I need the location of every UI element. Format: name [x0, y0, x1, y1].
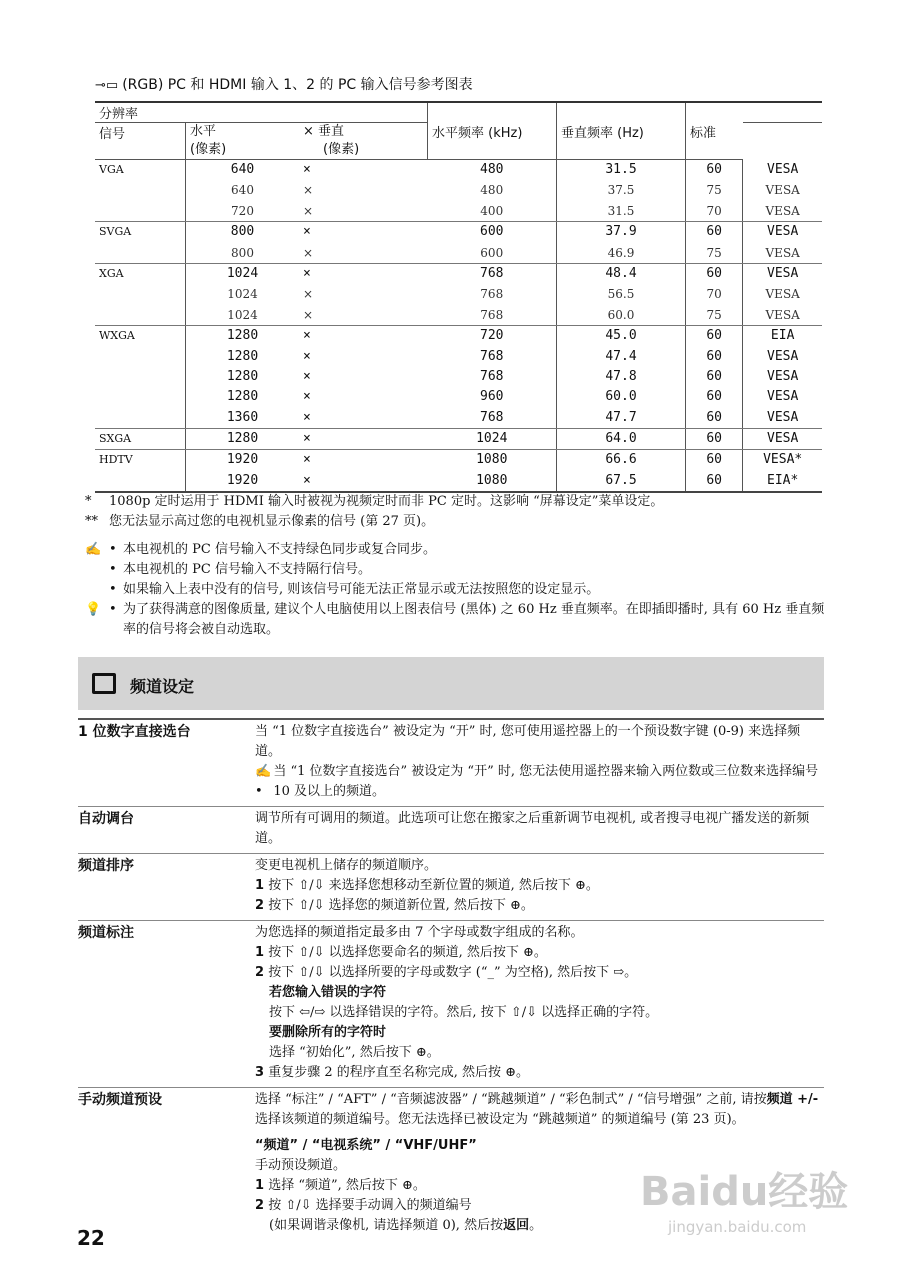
- cell-signal: [95, 180, 186, 200]
- step-text: 按下 ⇧/⇩ 以选择所要的字母或数字 (“_” 为空格), 然后按下 ⇨。: [268, 965, 638, 980]
- cell-v: 768: [428, 408, 557, 429]
- step-number: 1: [255, 1178, 265, 1193]
- subheading: 要删除所有的字符时: [269, 1025, 387, 1040]
- cell-hf: 46.9: [557, 243, 686, 264]
- v-unit: (像素): [323, 142, 360, 157]
- cell-signal: WXGA: [99, 329, 135, 343]
- pencil-note-icon: ✍•: [255, 764, 272, 799]
- table-row: [95, 305, 822, 326]
- header-vfreq-text: 垂直频率 (Hz): [561, 125, 644, 141]
- cell-vf: 60: [686, 471, 743, 492]
- cell-signal: [95, 284, 186, 304]
- cell-x: ×: [303, 183, 314, 198]
- cell-hf: 60.0: [557, 387, 686, 407]
- cell-vf: 60: [686, 367, 743, 387]
- note-text: 本电视机的 PC 信号输入不支持绿色同步或复合同步。: [123, 542, 436, 557]
- cell-x: ×: [303, 265, 311, 281]
- cell-signal: VGA: [99, 163, 124, 176]
- header-vfreq: [557, 102, 686, 160]
- cell-vf: 60: [686, 326, 743, 347]
- header-signal: 信号: [95, 123, 186, 160]
- cell-std: VESA: [743, 263, 822, 284]
- cell-v: 768: [428, 305, 557, 326]
- table-row: [95, 326, 822, 347]
- cell-v: 1024: [428, 429, 557, 450]
- cell-h: 1920: [186, 450, 300, 471]
- note-3: • 如果输入上表中没有的信号, 则该信号可能无法正常显示或无法按照您的设定显示。: [85, 580, 825, 600]
- cell-x: ×: [299, 201, 428, 222]
- header-vertical: [299, 123, 428, 160]
- channel-button-label: 频道 +/-: [766, 1092, 819, 1107]
- cell-x: ×: [303, 224, 311, 240]
- table-row: [95, 387, 822, 407]
- table-row: [95, 180, 822, 200]
- cell-hf: 47.4: [557, 347, 686, 367]
- cell-hf: 66.6: [557, 450, 686, 471]
- cell-signal: XGA: [99, 266, 124, 280]
- table-row: [95, 429, 822, 450]
- cell-x: ×: [299, 429, 428, 450]
- pc-signal-table: [95, 101, 822, 493]
- cell-x: ×: [299, 471, 428, 492]
- cell-std: VESA: [743, 284, 822, 304]
- table-row: [95, 450, 822, 471]
- setting-desc: [255, 719, 824, 807]
- cell-x: ×: [303, 162, 311, 177]
- cell-signal: [95, 408, 186, 429]
- setting-desc: 调节所有可调用的频道。此选项可让您在搬家之后重新调节电视机, 或者搜寻电视广播发送的新频道。: [255, 807, 824, 854]
- desc-text: 变更电视机上储存的频道顺序。: [255, 858, 438, 873]
- note-text: 本电视机的 PC 信号输入不支持隔行信号。: [123, 562, 371, 577]
- cell-std: VESA: [743, 180, 822, 200]
- cell-hf: 47.8: [557, 367, 686, 387]
- cell-vf: 60: [686, 429, 743, 450]
- cell-hf: 37.5: [557, 180, 686, 200]
- table-row: [95, 284, 822, 304]
- header-horizontal: [186, 123, 300, 160]
- step-text: 按 ⇧/⇩ 选择要手动调入的频道编号: [268, 1198, 472, 1213]
- setting-row: [78, 854, 824, 921]
- header-standard-text: 标准: [690, 125, 717, 141]
- table-row: [95, 471, 822, 492]
- desc-text: 选择 “标注” / “AFT” / “音频滤波器” / “跳越频道” / “彩色制式” / “信号增强” 之前, 请按: [255, 1092, 767, 1107]
- cell-vf: 60: [686, 160, 743, 181]
- cell-x: ×: [299, 408, 428, 429]
- desc-text: 当 “1 位数字直接选台” 被设定为 “开” 时, 您可使用遥控器上的一个预设数字键 (0-9) 来选择频道。: [255, 724, 801, 759]
- step-number: 3: [255, 1065, 265, 1080]
- notes: [85, 492, 825, 640]
- desc-text: 为您选择的频道指定最多由 7 个字母或数字组成的名称。: [255, 925, 584, 940]
- cell-std: VESA: [743, 222, 822, 243]
- cell-signal: [95, 201, 186, 222]
- cell-vf: 60: [686, 387, 743, 407]
- cell-signal: SXGA: [95, 429, 186, 450]
- setting-label: 手动频道预设: [78, 1092, 162, 1108]
- cell-h: 1024: [186, 284, 300, 304]
- cell-x: ×: [299, 243, 428, 264]
- step-number: 1: [255, 945, 265, 960]
- footnote-1: [85, 492, 825, 512]
- note-text: 当 “1 位数字直接选台” 被设定为 “开” 时, 您无法使用遥控器来输入两位数或三位数来选择编号 10 及以上的频道。: [273, 764, 819, 799]
- footnote-text: 您无法显示高过您的电视机显示像素的信号 (第 27 页)。: [109, 514, 435, 529]
- cell-vf: 70: [686, 201, 743, 222]
- watermark-logo: Baidu经验: [640, 1169, 849, 1215]
- cell-signal: [95, 367, 186, 387]
- cell-x: ×: [303, 452, 311, 468]
- cell-signal: [95, 243, 186, 264]
- cell-v: 768: [480, 287, 504, 302]
- cell-h: 1920: [186, 471, 300, 492]
- footnote-2: [85, 512, 825, 532]
- cell-hf: 45.0: [557, 326, 686, 347]
- note-1: ✍ • 本电视机的 PC 信号输入不支持绿色同步或复合同步。: [85, 540, 825, 560]
- cell-std: VESA: [743, 367, 822, 387]
- cell-h: 1280: [186, 429, 300, 450]
- setting-label: 频道标注: [78, 921, 255, 1088]
- cell-v: 720: [480, 328, 504, 344]
- header-hfreq: [428, 102, 557, 160]
- cell-std: EIA*: [743, 471, 822, 492]
- section-title: 频道设定: [130, 677, 195, 696]
- cell-signal: SVGA: [99, 225, 132, 239]
- h-label: 水平: [190, 124, 217, 139]
- channel-settings-icon: [92, 673, 116, 694]
- step-text: 按下 ⇧/⇩ 来选择您想移动至新位置的频道, 然后按下 ⊕。: [268, 878, 599, 893]
- cell-x: ×: [303, 348, 311, 364]
- setting-label: 1 位数字直接选台: [78, 719, 255, 807]
- cell-hf: 48.4: [557, 263, 686, 284]
- table-row: [95, 367, 822, 387]
- cell-h: 1024: [186, 263, 300, 284]
- cell-vf: 75: [686, 305, 743, 326]
- table-row: [95, 222, 822, 243]
- cell-x: ×: [303, 389, 311, 405]
- cell-hf: 64.0: [557, 429, 686, 450]
- subheading: “频道” / “电视系统” / “VHF/UHF”: [255, 1138, 477, 1153]
- setting-desc: [255, 854, 824, 921]
- table-row: [95, 243, 822, 264]
- section-header: [78, 657, 824, 710]
- step-number: 2: [255, 1198, 265, 1213]
- cell-v: 600: [480, 224, 504, 240]
- cell-v: 1080: [476, 452, 508, 468]
- cell-x: ×: [303, 368, 311, 384]
- step-text: 按下 ⇧/⇩ 以选择您要命名的频道, 然后按下 ⊕。: [268, 945, 547, 960]
- cell-std: VESA: [743, 387, 822, 407]
- tip-text: 为了获得满意的图像质量, 建议个人电脑使用以上图表信号 (黑体) 之 60 Hz 垂直频率。在即插即播时, 具有 60 Hz 垂直频率的信号将会被自动选取。: [123, 602, 825, 637]
- note-text: 如果输入上表中没有的信号, 则该信号可能无法正常显示或无法按照您的设定显示。: [123, 582, 600, 597]
- cell-std: VESA*: [743, 450, 822, 471]
- title-text: (RGB) PC 和 HDMI 输入 1、2 的 PC 输入信号参考图表: [122, 77, 473, 93]
- cell-h: 1280: [186, 347, 300, 367]
- setting-row: [78, 719, 824, 807]
- note-2: • 本电视机的 PC 信号输入不支持隔行信号。: [85, 560, 825, 580]
- cell-signal: HDTV: [99, 453, 133, 467]
- cell-v: 480: [480, 183, 504, 198]
- cell-h: 1360: [186, 408, 300, 429]
- cell-x: ×: [303, 328, 311, 344]
- cell-v: 480: [480, 162, 504, 177]
- header-resolution: 分辨率: [95, 102, 428, 123]
- step-number: 2: [255, 965, 265, 980]
- step-text: (如果调谐录像机, 请选择频道 0), 然后按: [269, 1218, 504, 1233]
- footnote-text: 1080p 定时运用于 HDMI 输入时被视为视频定时而非 PC 定时。这影响 “屏幕设定”菜单设定。: [109, 494, 664, 509]
- step-text: 。: [529, 1218, 543, 1233]
- table-row: [95, 160, 822, 181]
- cell-hf: 31.5: [557, 201, 686, 222]
- pc-input-icon: ⊸▭: [95, 78, 119, 93]
- cell-h: 1024: [186, 305, 300, 326]
- page-number: 22: [77, 1226, 105, 1250]
- cell-vf: 60: [686, 263, 743, 284]
- cell-signal: [95, 387, 186, 407]
- cell-vf: 75: [686, 180, 743, 200]
- watermark-url: jingyan.baidu.com: [668, 1218, 807, 1236]
- cell-v: 400: [428, 201, 557, 222]
- cell-h: 720: [186, 201, 300, 222]
- cell-x: ×: [299, 305, 428, 326]
- cell-hf: 37.9: [557, 222, 686, 243]
- desc-text: 选择该频道的频道编号。您无法选择已被设定为 “跳越频道” 的频道编号 (第 23 页)。: [255, 1112, 745, 1127]
- cell-vf: 60: [686, 347, 743, 367]
- cell-signal: [95, 305, 186, 326]
- h-unit: (像素): [190, 142, 227, 157]
- cell-std: VESA: [743, 160, 822, 181]
- cell-signal: [95, 347, 186, 367]
- cell-vf: 60: [686, 450, 743, 471]
- cell-v: 768: [480, 265, 504, 281]
- cell-h: 800: [186, 243, 300, 264]
- cell-h: 1280: [186, 387, 300, 407]
- cell-hf: 56.5: [557, 284, 686, 304]
- step-text: 选择 “频道”, 然后按下 ⊕。: [268, 1178, 426, 1193]
- return-button-label: 返回: [503, 1218, 530, 1233]
- cell-v: 960: [480, 389, 504, 405]
- setting-label: 自动调台: [78, 807, 255, 854]
- cell-signal: [95, 471, 186, 492]
- cell-h: 1280: [186, 326, 300, 347]
- cell-v: 768: [480, 348, 504, 364]
- step-number: 1: [255, 878, 265, 893]
- step-number: 2: [255, 898, 265, 913]
- table-row: [95, 201, 822, 222]
- cell-h: 640: [186, 160, 300, 181]
- cell-h: 640: [186, 180, 300, 200]
- cell-std: VESA: [743, 201, 822, 222]
- cell-vf: 60: [686, 222, 743, 243]
- step-text: 重复步骤 2 的程序直至名称完成, 然后按 ⊕。: [268, 1065, 530, 1080]
- cell-std: VESA: [743, 408, 822, 429]
- table-row: [95, 408, 822, 429]
- setting-row: [78, 921, 824, 1088]
- cell-std: VESA: [743, 243, 822, 264]
- sub-text: 选择 “初始化”, 然后按下 ⊕。: [269, 1045, 440, 1060]
- cell-vf: 75: [686, 243, 743, 264]
- cell-hf: 31.5: [557, 160, 686, 181]
- cell-h: 1280: [186, 367, 300, 387]
- cell-h: 800: [186, 222, 300, 243]
- sub-text: 按下 ⇦/⇨ 以选择错误的字符。然后, 按下 ⇧/⇩ 以选择正确的字符。: [269, 1005, 659, 1020]
- footnote-mark: *: [85, 494, 92, 509]
- cell-v: 600: [428, 243, 557, 264]
- setting-label: 频道排序: [78, 854, 255, 921]
- subheading: 若您输入错误的字符: [269, 985, 387, 1000]
- cell-std: VESA: [743, 305, 822, 326]
- cell-v: 1080: [428, 471, 557, 492]
- table-row: [95, 347, 822, 367]
- lightbulb-tip-icon: 💡: [85, 602, 102, 617]
- header-hfreq-text: 水平频率 (kHz): [432, 125, 523, 141]
- cell-std: VESA: [743, 429, 822, 450]
- cell-vf: 60: [686, 408, 743, 429]
- cell-std: EIA: [743, 326, 822, 347]
- cell-v: 768: [480, 368, 504, 384]
- cell-hf: 67.5: [557, 471, 686, 492]
- cell-hf: 47.7: [557, 408, 686, 429]
- cell-x: ×: [303, 287, 314, 302]
- sub-text: 手动预设频道。: [255, 1158, 347, 1173]
- table-row: [95, 263, 822, 284]
- cell-vf: 70: [686, 284, 743, 304]
- v-label: × 垂直: [303, 124, 345, 139]
- tip: 💡 • 为了获得满意的图像质量, 建议个人电脑使用以上图表信号 (黑体) 之 60 Hz 垂直频率。在即插即播时, 具有 60 Hz 垂直频率的信号将会被自动选取。: [85, 600, 825, 640]
- setting-desc: [255, 921, 824, 1088]
- pencil-note-icon: ✍: [85, 542, 102, 557]
- header-standard: [686, 102, 743, 160]
- chart-title: [95, 74, 473, 94]
- setting-row: [78, 807, 824, 854]
- cell-std: VESA: [743, 347, 822, 367]
- step-text: 按下 ⇧/⇩ 选择您的频道新位置, 然后按下 ⊕。: [268, 898, 534, 913]
- footnote-mark: **: [85, 514, 98, 529]
- cell-hf: 60.0: [557, 305, 686, 326]
